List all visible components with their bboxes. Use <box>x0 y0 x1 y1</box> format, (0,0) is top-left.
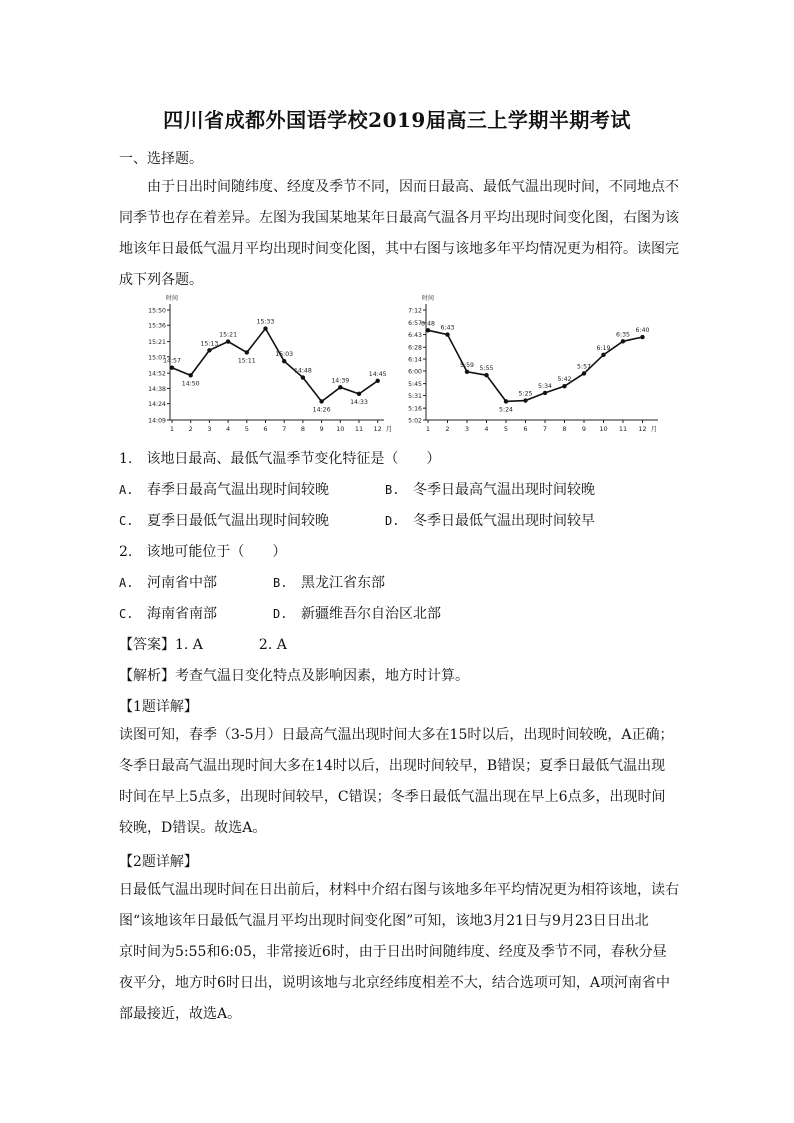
analysis-line: 【解析】考查气温日变化特点及影响因素，地方时计算。 <box>119 668 469 684</box>
x-tick-label: 11 <box>354 425 364 433</box>
detail2-paragraph <box>119 875 684 1030</box>
q1-option-c-text: 夏季日最低气温出现时间较晚 <box>147 513 329 529</box>
q1-option-b-key: B. <box>385 483 400 497</box>
data-point <box>445 332 449 336</box>
detail2-line: 日最低气温出现时间在日出前后，材料中介绍右图与该地多年平均情况更为相符该地，读右 <box>119 882 679 898</box>
q2-option-a-key: A. <box>119 576 134 590</box>
data-point <box>543 391 547 395</box>
x-tick-label: 9 <box>319 425 324 433</box>
data-label: 5:25 <box>518 390 533 398</box>
x-tick-label: 9 <box>581 425 587 433</box>
data-label: 5:59 <box>460 361 474 369</box>
q2-option-a-text: 河南省中部 <box>147 575 217 591</box>
data-point <box>562 384 566 388</box>
data-point <box>465 370 469 374</box>
x-tick-label: 6 <box>523 425 528 433</box>
x-tick-label: 7 <box>542 425 548 433</box>
data-point <box>263 326 267 330</box>
y-tick-label: 14:24 <box>148 401 166 409</box>
x-tick-label: 10 <box>336 425 345 433</box>
detail2-heading: 【2题详解】 <box>119 854 198 870</box>
data-point <box>376 379 380 383</box>
y-tick-label: 15:36 <box>148 322 166 330</box>
x-tick-label: 11 <box>618 425 628 433</box>
data-label: 14:33 <box>350 398 368 406</box>
x-tick-label: 2 <box>445 425 450 433</box>
q1-option-d <box>385 510 595 530</box>
data-label: 6:43 <box>440 324 455 332</box>
data-label: 5:24 <box>499 406 513 414</box>
q1-option-a-key: A. <box>119 483 134 497</box>
detail1-line: 冬季日最高气温出现时间大多在14时以后，出现时间较早，B错误；夏季日最低气温出现 <box>119 758 666 774</box>
detail2-line: 部最接近，故选A。 <box>119 1006 242 1022</box>
data-label: 5:55 <box>479 365 494 373</box>
x-tick-label: 3 <box>207 425 212 433</box>
y-tick-label: 15:50 <box>148 307 166 315</box>
q1-option-d-text: 冬季日最低气温出现时间较早 <box>413 513 595 529</box>
data-point <box>523 398 527 402</box>
x-tick-label: 1 <box>425 425 431 433</box>
data-label: 14:48 <box>293 367 312 375</box>
detail2-line: 夜平分，地方时6时日出，说明该地与北京经纬度相差不大，结合选项可知，A项河南省中 <box>119 975 671 991</box>
detail1-line: 较晚，D错误。故选A。 <box>119 820 267 836</box>
y-tick-label: 6:14 <box>408 356 422 364</box>
x-tick-label: 1 <box>169 425 175 433</box>
q2-option-d-key: D. <box>273 607 288 621</box>
q2-option-b <box>273 572 385 592</box>
y-tick-label: 5:31 <box>408 392 422 400</box>
q2-option-c-key: C. <box>119 607 134 621</box>
data-point <box>621 339 625 343</box>
data-point <box>282 359 286 363</box>
y-tick-label: 6:43 <box>408 332 422 340</box>
data-label: 15:11 <box>237 357 256 365</box>
q1-option-d-key: D. <box>385 514 400 528</box>
y-tick-label: 5:16 <box>408 405 422 413</box>
data-point <box>189 373 193 377</box>
detail1-line: 时间在早上5点多，出现时间较早，C错误；冬季日最低气温出现在早上6点多，出现时间 <box>119 789 666 805</box>
detail2-line: 京时间为5:55和6:05，非常接近6时，由于日出时间随纬度、经度及季节不同，春秋分昼 <box>119 944 667 960</box>
q2-option-d-text: 新疆维吾尔自治区北部 <box>301 606 441 622</box>
x-tick-label: 3 <box>464 425 470 433</box>
x-tick-label: 4 <box>484 425 489 433</box>
data-point <box>170 366 174 370</box>
data-label: 6:19 <box>596 344 611 352</box>
y-tick-label: 6:28 <box>408 344 422 352</box>
data-label: 14:26 <box>312 406 331 414</box>
data-label: 6:40 <box>635 327 650 335</box>
y-axis-label: 时间 <box>166 295 179 302</box>
y-tick-label: 14:38 <box>148 385 166 393</box>
data-label: 14:39 <box>331 377 350 385</box>
intro-line: 同季节也存在着差异。左图为我国某地某年日最高气温各月平均出现时间变化图，右图为该 <box>119 210 679 226</box>
q2-option-b-text: 黑龙江省东部 <box>301 575 385 591</box>
data-label: 15:33 <box>256 318 275 326</box>
data-point <box>319 399 323 403</box>
min-temp-time-chart <box>400 296 660 436</box>
x-tick-label: 7 <box>282 425 287 433</box>
data-label: 15:03 <box>275 351 294 359</box>
data-label: 14:50 <box>181 380 200 388</box>
x-tick-label: 2 <box>188 425 193 433</box>
intro-line: 由于日出时间随纬度、经度及季节不同，因而日最高、最低气温出现时间，不同地点不 <box>147 179 679 195</box>
x-tick-label: 10 <box>599 425 608 433</box>
q2-stem: 2. 该地可能位于（ ） <box>119 544 287 560</box>
y-tick-label: 15:21 <box>148 339 166 347</box>
data-point <box>640 335 644 339</box>
data-point <box>245 350 249 354</box>
data-label: 14:57 <box>163 357 181 365</box>
data-point <box>601 353 605 357</box>
section-heading: 一、选择题。 <box>119 151 203 167</box>
x-axis-unit: 月 <box>650 425 657 433</box>
data-label: 14:45 <box>368 370 387 378</box>
y-axis-label: 时间 <box>422 295 435 302</box>
y-tick-label: 15:07 <box>148 354 166 362</box>
data-point <box>582 371 586 375</box>
y-tick-label: 14:09 <box>148 417 166 425</box>
data-label: 6:35 <box>616 331 630 339</box>
intro-paragraph <box>119 172 684 296</box>
max-temp-time-chart <box>140 295 393 436</box>
x-tick-label: 8 <box>562 425 567 433</box>
answer-line: 【答案】1. A 2. A <box>119 637 287 653</box>
q1-option-a-text: 春季日最高气温出现时间较晚 <box>147 482 329 498</box>
q1-option-c <box>119 510 329 530</box>
data-label: 5:42 <box>557 376 572 384</box>
x-tick-label: 8 <box>300 425 305 433</box>
q2-option-b-key: B. <box>273 576 288 590</box>
q2-option-c <box>119 603 217 623</box>
data-point <box>504 399 508 403</box>
y-tick-label: 5:02 <box>408 417 422 425</box>
x-axis-unit: 月 <box>385 425 393 433</box>
intro-line: 成下列各题。 <box>119 272 203 288</box>
x-tick-label: 5 <box>503 425 509 433</box>
detail1-paragraph <box>119 720 684 844</box>
data-label: 15:13 <box>200 340 219 348</box>
data-point <box>207 348 211 352</box>
data-point <box>357 392 361 396</box>
q1-option-a <box>119 479 329 499</box>
q1-option-b-text: 冬季日最高气温出现时间较晚 <box>413 482 595 498</box>
x-tick-label: 5 <box>244 425 249 433</box>
x-tick-label: 6 <box>263 425 268 433</box>
x-tick-label: 12 <box>373 425 382 433</box>
q2-option-a <box>119 572 217 592</box>
data-label: 15:21 <box>219 331 238 339</box>
q2-option-d <box>273 603 441 623</box>
q2-option-c-text: 海南省南部 <box>147 606 217 622</box>
data-point <box>338 385 342 389</box>
y-tick-label: 14:52 <box>148 370 166 378</box>
x-tick-label: 12 <box>638 425 647 433</box>
data-label: 5:34 <box>538 382 552 390</box>
q1-option-c-key: C. <box>119 514 134 528</box>
y-tick-label: 6:00 <box>408 368 422 376</box>
intro-line: 地该年日最低气温月平均出现时间变化图，其中右图与该地多年平均情况更为相符。读图完 <box>119 241 679 257</box>
page-title: 四川省成都外国语学校2019届高三上学期半期考试 <box>163 108 631 132</box>
y-tick-label: 7:12 <box>408 307 422 315</box>
data-point <box>426 328 430 332</box>
detail2-line: 图“该地该年日最低气温月平均出现时间变化图”可知，该地3月21日与9月23日日出北 <box>119 913 649 929</box>
y-tick-label: 6:57 <box>408 320 422 328</box>
q1-stem: 1. 该地日最高、最低气温季节变化特征是（ ） <box>119 451 441 467</box>
q1-option-b <box>385 479 595 499</box>
data-point <box>484 373 488 377</box>
x-tick-label: 4 <box>226 425 231 433</box>
detail1-line: 读图可知，春季（3-5月）日最高气温出现时间大多在15时以后，出现时间较晚，A正确； <box>119 727 674 743</box>
data-point <box>226 339 230 343</box>
y-tick-label: 5:45 <box>408 381 422 389</box>
data-label: 6:48 <box>421 320 435 328</box>
detail1-heading: 【1题详解】 <box>119 699 198 715</box>
data-label: 5:57 <box>577 363 591 371</box>
data-point <box>301 375 305 379</box>
